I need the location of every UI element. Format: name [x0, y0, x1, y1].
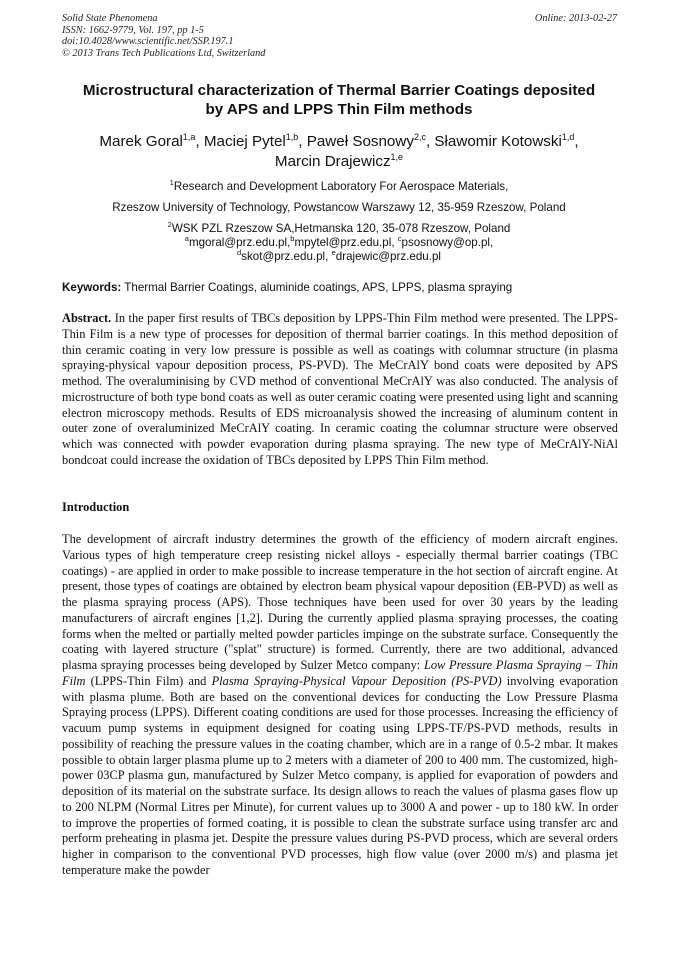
author-list: [40, 132, 638, 172]
author-sup: 1,e: [390, 151, 404, 162]
author-name: Paweł Sosnowy: [306, 133, 414, 150]
keywords-label: Keywords:: [62, 281, 122, 294]
author-name: Maciej Pytel: [203, 133, 286, 150]
email-link[interactable]: drajewic@prz.edu.pl: [335, 250, 441, 263]
journal-doi: doi:10.4028/www.scientific.net/SSP.197.1: [62, 36, 234, 48]
keywords: [62, 281, 618, 295]
author-sup: 2,c: [413, 131, 426, 142]
author-line-2: [40, 152, 638, 172]
paper-title: [40, 82, 638, 119]
affiliation-1-line-1: $^1$Research and Development Laboratory For Aerospace Materials,: [169, 178, 509, 193]
online-date: Online: 2013-02-27: [534, 13, 617, 24]
abstract-text: In the paper first results of TBCs deposition by LPPS-Thin Film method were presented. The LPPS-Thin Film is a new type of processes for deposition of thermal barrier coatings. In this method deposition of thin ceramic coating in very low pressure is possible as well as coatings with columnar structure (in plasma spraying-physical vapour deposition process, PS-PVD). The MeCrAlY bond coats were deposited by APS method. The overaluminising by CVD method of conventional MeCrAlY was also conducted. The analysis of microstructure of both type bond coats as well as outer ceramic coating were presented using light and scanning electron microscopy methods. Results of EDS microanalysis showed the increasing of aluminum content in outer zone of overaluminized MeCrAlY coating. In ceramic coating the columnar structure were observed which was connected with powder evaporation during plasma spraying. The new type of MeCrAlY-NiAl bondcoat could increase the oxidation of TBCs deposited by LPPS Thin Film method.: [62, 311, 618, 467]
title-line-2: by APS and LPPS Thin Film methods: [205, 100, 473, 118]
email-link[interactable]: mpytel@prz.edu.pl: [294, 236, 392, 249]
author-name: Sławomir Kotowski: [434, 133, 562, 150]
emails-line-2: $^d$skot@prz.edu.pl, $^e$drajewic@prz.edu.pl: [237, 248, 441, 263]
author-name: Marcin Drajewicz: [274, 153, 391, 170]
abstract: [62, 311, 618, 469]
emails-line-1: $^a$mgoral@prz.edu.pl,$^b$mpytel@prz.edu.pl, $^c$psosnowy@op.pl,: [184, 234, 494, 249]
journal-issn: ISSN: 1662-9779, Vol. 197, pp 1-5: [62, 24, 204, 36]
title-line-1: Microstructural characterization of Thermal Barrier Coatings deposited: [82, 82, 596, 99]
author-line-1: Marek Goral$^{1,a}$, Maciej Pytel$^{1,b}$, Paweł Sosnowy$^{2,c}$, Sławomir Kotowski$^{1,d}$,: [99, 131, 579, 150]
affiliation-1-line-2: Rzeszow University of Technology, Powstancow Warszawy 12, 35-959 Rzeszow, Poland: [112, 201, 566, 214]
abstract-label: Abstract.: [62, 311, 112, 325]
keywords-text: Thermal Barrier Coatings, aluminide coatings, APS, LPPS, plasma spraying: [121, 281, 513, 294]
journal-header: [62, 13, 265, 59]
introduction-paragraph: The development of aircraft industry determines the growth of the efficiency of modern aircraft engines. Various types of high temperature creep resisting nickel alloys - especially thermal barrier coatings (TBC coatings) - are applied in order to make possible to increase temperature in the hot section of aircraft engine. At present, those types of coatings are obtained by electron beam physical vapour deposition (EB-PVD) as well as the plasma spraying process (APS). Those techniques have been used for over 30 years by the leading manufacturers of aircraft engines [1,2]. During the currently applied plasma spraying processes, the coating forms when the melted or partially melted powder particles impinge on the substrate surface. Consequently the coating with layered structure ("splat" structure) is formed. Currently, there are two additional, advanced plasma spraying processes being developed by Sulzer Metco company: Low Pressure Plasma Spraying – Thin Film (LPPS-Thin Film) and Plasma Spraying-Physical Vapour Deposition (PS-PVD) involving evaporation with plasma plume. Both are based on the conventional devices for conducting the Low Pressure Plasma Spraying process (LPPS). Different coating conditions are used for those processes. Increasing the efficiency of vacuum pump systems in equipment designed for coating using LPPS-TF/PS-PVD methods, results in possibility of reaching the pressure values in the coating chamber, which are in a range of 0.5-2 mbar. It makes possible to obtain larger plasma plume up to 2 meters with a diameter of 200 to 400 mm. The customized, high-power 03CP plasma gun, manufactured by Sulzer Metco company, is applied for evaporation of powders and deposition of its material on the substrate surface. Its design allows to reach the values of plasma gases flow up to 200 NLPM (Normal Litres per Minute), for current values up to 3000 A and power - up to 180 kW. In order to improve the properties of formed coating, it is possible to clean the substrate surface using transfer arc and perform preheating in plasma jet. Despite the pressure values during PS-PVD process, which are several orders higher in comparison to the conventional PVD processes, high flow value (over 2000 m/s) and plasma jet temperature make the powder: [62, 532, 619, 877]
author-sup: 1,a: [182, 131, 196, 142]
email-link[interactable]: skot@prz.edu.pl: [241, 250, 326, 263]
introduction-heading: Introduction: [62, 500, 130, 514]
journal-copyright: © 2013 Trans Tech Publications Ltd, Switzerland: [62, 47, 266, 59]
affiliation-2: $^2$WSK PZL Rzeszow SA,Hetmanska 120, 35-078 Rzeszow, Poland: [167, 220, 511, 235]
author-sup: 1,b: [285, 131, 299, 142]
email-link[interactable]: psosnowy@op.pl: [401, 236, 490, 249]
author-sup: 1,d: [561, 131, 575, 142]
email-link[interactable]: mgoral@prz.edu.pl: [188, 236, 288, 249]
author-name: Marek Goral: [99, 133, 183, 150]
journal-name: Solid State Phenomena: [62, 13, 158, 24]
